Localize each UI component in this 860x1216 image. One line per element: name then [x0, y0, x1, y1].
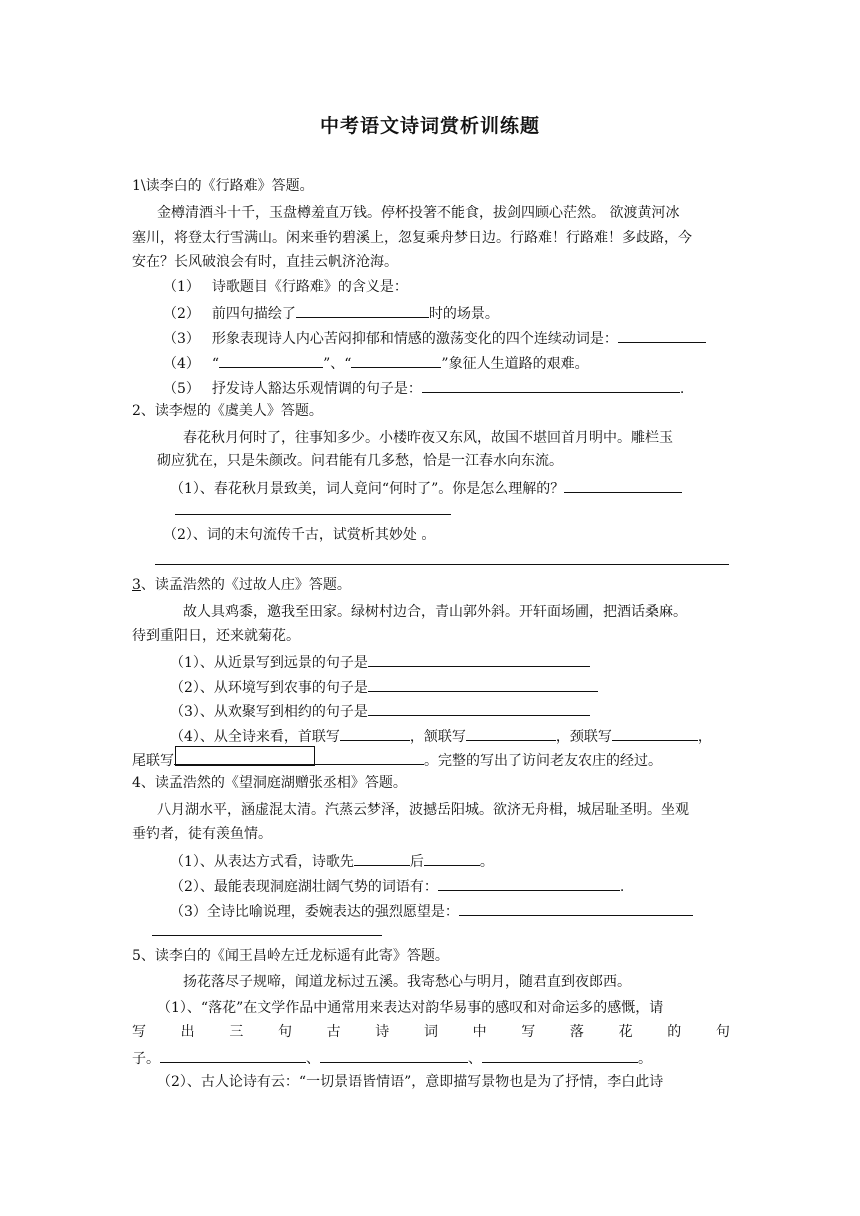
q5-heading: 5、读李白的《闻王昌岭左迁龙标遥有此寄》答题。	[132, 948, 449, 964]
item-text: （1）、从近景写到远景的句子是	[170, 655, 368, 671]
q2-item-2: （2）、词的末句流传千古，试赏析其妙处 。	[163, 527, 436, 543]
item-text: 抒发诗人豁达乐观情调的句子是：	[211, 381, 422, 397]
q5-item-1-blanks	[132, 1046, 652, 1066]
q3-item-2	[170, 675, 598, 695]
q1-item-1	[163, 277, 408, 297]
answer-blank[interactable]	[612, 724, 698, 741]
item-text-d: ，	[697, 729, 712, 745]
q4-poem-line-1: 八月湖水平，涵虚混太清。汽蒸云梦泽，波撼岳阳城。欲济无舟楫，城居耻圣明。坐观	[157, 802, 689, 818]
item-text-a: （4）、从全诗来看，首联写	[170, 729, 340, 745]
answer-blank[interactable]	[424, 849, 480, 866]
q5-item-1: （1）、“落花”在文学作品中通常用来表达对韵华易事的感叹和对命运多的感慨，请	[157, 1000, 664, 1016]
spread-char: 写	[132, 1024, 146, 1040]
answer-blank[interactable]	[459, 899, 693, 916]
answer-blank[interactable]	[618, 326, 706, 343]
answer-blank[interactable]	[466, 724, 556, 741]
item-number: （2）	[163, 306, 200, 322]
item-text-b: ，颔联写	[409, 729, 466, 745]
answer-blank[interactable]	[368, 675, 598, 692]
answer-blank[interactable]	[296, 301, 429, 318]
item-text-a: （2）、最能表现洞庭湖壮阔气势的词语有：	[170, 879, 438, 895]
item-text: （2）、从环境写到农事的句子是	[170, 680, 368, 696]
spread-char: 落	[569, 1024, 584, 1040]
item-text-b: 、	[306, 1051, 320, 1067]
item-number: （1）	[163, 279, 200, 295]
q4-item-2	[170, 874, 624, 894]
item-text-a: （1）、从表达方式看，诗歌先	[170, 854, 354, 870]
q3-poem-line-2: 待到重阳日，还来就菊花。	[132, 628, 300, 644]
q1-poem-line-1: 金樽清酒斗十千，玉盘樽羞直万钱。停杯投箸不能食，拔剑四顾心茫然。 欲渡黄河冰	[157, 205, 680, 221]
item-text-b: 后	[409, 854, 424, 870]
item-end: .	[619, 879, 625, 895]
q1-item-4	[163, 351, 589, 371]
text-box-frame	[175, 746, 315, 766]
q4-item-3	[170, 899, 693, 919]
item-number: （5）	[163, 381, 200, 397]
spread-char: 中	[472, 1024, 487, 1040]
answer-blank[interactable]	[564, 476, 682, 493]
item-text-c: 、	[468, 1051, 482, 1067]
q3-heading	[132, 575, 351, 595]
spread-char: 古	[326, 1024, 341, 1040]
item-text-d: 。	[638, 1051, 652, 1067]
q1-item-2	[163, 301, 499, 321]
page-title: 中考语文诗词赏析训练题	[319, 115, 540, 137]
q2-heading: 2、读李煜的《虞美人》答题。	[132, 403, 323, 419]
answer-blank[interactable]	[219, 351, 323, 368]
item-text-a: 尾联写	[132, 753, 174, 769]
answer-blank[interactable]	[340, 724, 410, 741]
item-text-b: 。完整的写出了访问老友农庄的经过。	[424, 753, 662, 769]
q5-item-1-spread	[132, 1022, 730, 1042]
spread-char: 花	[618, 1024, 633, 1040]
answer-line[interactable]	[152, 935, 382, 936]
item-text: （1）、春花秋月景致美，词人竟问“何时了”。你是怎么理解的？	[170, 481, 565, 497]
spread-char: 写	[521, 1024, 536, 1040]
q4-heading: 4、读孟浩然的《望洞庭湖赠张丞相》答题。	[132, 775, 407, 791]
q1-poem-line-2: 塞川，将登太行雪满山。闲来垂钓碧溪上，忽复乘舟梦日边。行路难！行路难！多歧路，今	[132, 230, 692, 246]
q1-item-5	[163, 376, 684, 396]
answer-blank[interactable]	[368, 650, 590, 667]
item-text-b: ”、“	[323, 356, 352, 372]
spread-char: 句	[715, 1024, 730, 1040]
item-text: 形象表现诗人内心苦闷抑郁和情感的激荡变化的四个连续动词是：	[211, 331, 618, 347]
q3-number: 3	[132, 577, 141, 593]
answer-blank[interactable]	[354, 849, 410, 866]
q3-heading-text: 、读孟浩然的《过故人庄》答题。	[140, 577, 351, 593]
item-text-c: ”象征人生道路的艰难。	[441, 356, 589, 372]
answer-blank[interactable]	[482, 1046, 638, 1063]
q2-item-1	[170, 476, 682, 496]
item-text-a: 子。	[132, 1051, 160, 1067]
answer-line[interactable]	[175, 514, 451, 515]
item-text-c: 。	[479, 854, 494, 870]
item-text-b: 时的场景。	[428, 306, 499, 322]
q1-poem-line-3: 安在？长风破浪会有时，直挂云帆济沧海。	[132, 254, 398, 270]
item-text-a: （3）全诗比喻说理，委婉表达的强烈愿望是：	[170, 904, 459, 920]
item-text: （3）、从欢聚写到相约的句子是	[170, 704, 368, 720]
answer-blank[interactable]	[422, 376, 680, 393]
q3-item-3	[170, 699, 590, 719]
item-number: （3）	[163, 331, 200, 347]
spread-char: 三	[229, 1024, 244, 1040]
q4-poem-line-2: 垂钓者，徒有羡鱼情。	[132, 826, 272, 842]
item-text-c: ，颈联写	[555, 729, 612, 745]
item-end: .	[679, 381, 685, 397]
spread-char: 出	[180, 1024, 195, 1040]
q3-item-1	[170, 650, 590, 670]
q3-item-4	[170, 724, 712, 744]
spread-char: 诗	[375, 1024, 390, 1040]
q5-item-2: （2）、古人论诗有云：“一切景语皆情语”，意即描写景物也是为了抒情，李白此诗	[157, 1074, 664, 1090]
answer-blank[interactable]	[320, 1046, 468, 1063]
q5-poem-line-1: 扬花落尽子规啼，闻道龙标过五溪。我寄愁心与明月，随君直到夜郎西。	[183, 974, 631, 990]
item-text-a: “	[211, 356, 220, 372]
answer-blank[interactable]	[368, 699, 590, 716]
q2-poem-line-2: 砌应犹在，只是朱颜改。问君能有几多愁，恰是一江春水向东流。	[157, 453, 563, 469]
q1-item-3	[163, 326, 706, 346]
spread-char: 词	[423, 1024, 438, 1040]
q1-heading: 1\读李白的《行路难》答题。	[132, 178, 314, 194]
spread-char: 句	[277, 1024, 292, 1040]
q3-poem-line-1: 故人具鸡黍，邀我至田家。绿树村边合，青山郭外斜。开轩面场圃，把酒话桑麻。	[183, 604, 687, 620]
answer-blank[interactable]	[438, 874, 620, 891]
answer-blank[interactable]	[160, 1046, 306, 1063]
item-text-a: 前四句描绘了	[211, 306, 296, 322]
answer-line[interactable]	[155, 564, 729, 565]
answer-blank[interactable]	[351, 351, 441, 368]
item-number: （4）	[163, 356, 200, 372]
q4-item-1	[170, 849, 494, 869]
spread-char: 的	[667, 1024, 682, 1040]
item-text: 诗歌题目《行路难》的含义是：	[211, 279, 408, 295]
q2-poem-line-1: 春花秋月何时了，往事知多少。小楼昨夜又东风，故国不堪回首月明中。雕栏玉	[183, 430, 673, 446]
